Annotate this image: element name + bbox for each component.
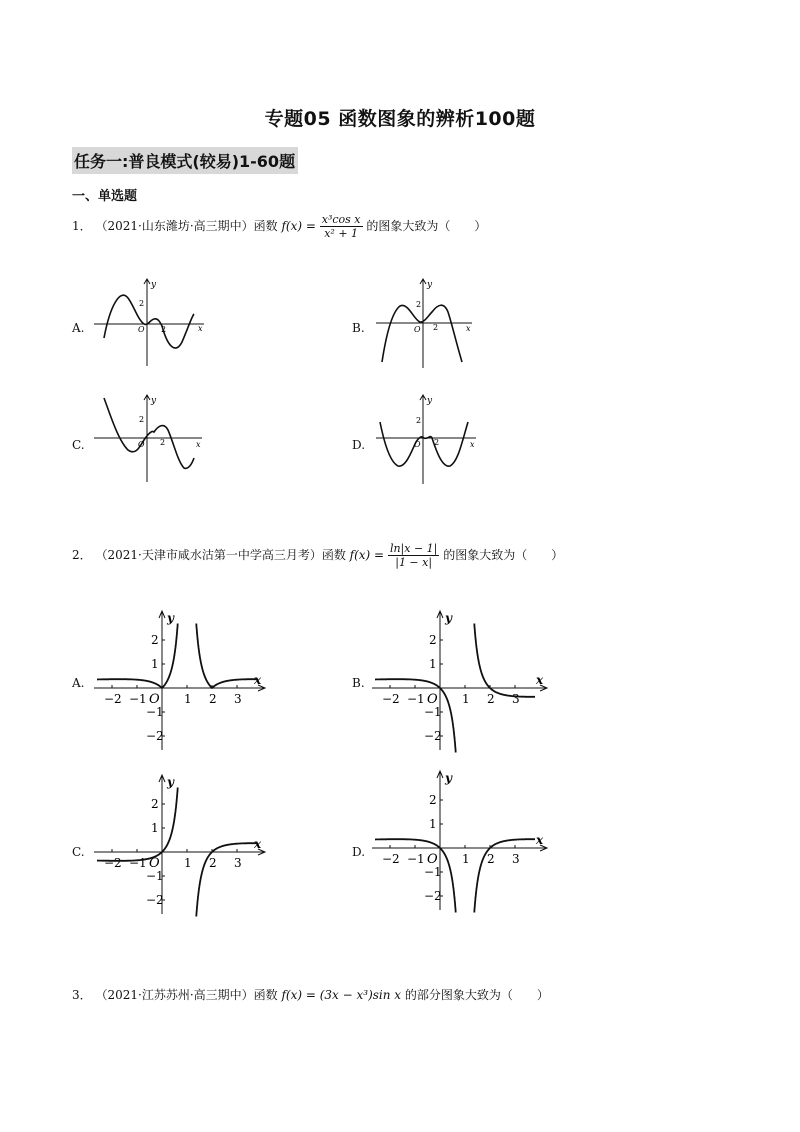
x-tick-label: −2 bbox=[104, 856, 122, 870]
y-tick-label: 2 bbox=[429, 633, 437, 647]
axis-x-label: x bbox=[470, 440, 475, 449]
formula-lhs: f(x) = bbox=[281, 219, 316, 233]
y-tick-label: 2 bbox=[151, 797, 159, 811]
formula-fraction bbox=[388, 542, 439, 569]
x-mark-label: 2 bbox=[160, 438, 166, 447]
q1-graph-d[interactable] bbox=[372, 392, 482, 486]
q2-graph-c[interactable] bbox=[90, 770, 270, 918]
x-tick-label: −2 bbox=[382, 692, 400, 706]
curve-branch bbox=[474, 839, 535, 912]
axis-y-label: y bbox=[445, 611, 452, 625]
q2-option-b-label[interactable]: B. bbox=[352, 676, 365, 690]
y-tick-label: −2 bbox=[146, 729, 164, 743]
section-title: 一、单选题 bbox=[72, 189, 138, 204]
formula-denominator: |1 − x| bbox=[395, 556, 433, 569]
y-tick-label: 1 bbox=[151, 657, 159, 671]
curve-branch bbox=[97, 624, 178, 689]
axis-x-label: x bbox=[254, 837, 262, 851]
task-header: 任务一:普良模式(较易)1-60题 bbox=[72, 147, 298, 174]
y-tick-label: 1 bbox=[429, 657, 437, 671]
x-tick-label: 2 bbox=[487, 852, 495, 866]
axis-y-label: y bbox=[427, 396, 433, 406]
x-tick-label: 1 bbox=[184, 856, 192, 870]
question-suffix: 的图象大致为（ ） bbox=[443, 548, 564, 562]
axis-x-label: x bbox=[536, 673, 544, 687]
y-tick-label: 1 bbox=[151, 821, 159, 835]
x-tick-label: 3 bbox=[512, 692, 520, 706]
question-source: （2021·天津市咸水沽第一中学高三月考）函数 bbox=[95, 548, 346, 562]
question-number: 3． bbox=[72, 988, 92, 1002]
question-2 bbox=[72, 542, 563, 569]
y-tick-label: 2 bbox=[416, 300, 422, 309]
formula: f(x) = (3x − x³)sin x bbox=[281, 988, 402, 1002]
axis-x-label: x bbox=[198, 324, 203, 333]
question-number: 2． bbox=[72, 548, 92, 562]
axis-x-label: x bbox=[254, 673, 262, 687]
document-title: 专题05 函数图象的辨析100题 bbox=[264, 108, 536, 130]
x-tick-label: 2 bbox=[209, 856, 217, 870]
x-tick-label: 1 bbox=[184, 692, 192, 706]
x-tick-label: −1 bbox=[129, 692, 147, 706]
origin-label: O bbox=[149, 692, 160, 707]
origin-label: O bbox=[414, 440, 421, 449]
axis-x-label: x bbox=[196, 440, 201, 449]
q1-graph-a[interactable] bbox=[92, 276, 210, 368]
q1-option-d-label[interactable]: D. bbox=[352, 438, 366, 452]
formula-lhs: f(x) = bbox=[349, 548, 385, 562]
axis-y-label: y bbox=[427, 280, 433, 290]
y-tick-label: 2 bbox=[429, 793, 437, 807]
y-tick-label: 2 bbox=[151, 633, 159, 647]
y-tick-label: −1 bbox=[146, 705, 164, 719]
x-tick-label: 3 bbox=[234, 856, 242, 870]
formula-numerator: ln|x − 1| bbox=[389, 542, 438, 555]
x-tick-label: −2 bbox=[382, 852, 400, 866]
formula-numerator: x³cos x bbox=[321, 213, 361, 226]
y-tick-label: 2 bbox=[139, 415, 145, 424]
y-tick-label: 2 bbox=[416, 416, 422, 425]
axis-y-label: y bbox=[151, 280, 157, 290]
x-tick-label: 1 bbox=[462, 692, 470, 706]
curve-branch bbox=[196, 624, 257, 689]
y-tick-label: −2 bbox=[146, 893, 164, 907]
axis-y-label: y bbox=[167, 611, 174, 625]
question-3 bbox=[72, 986, 549, 1003]
axis-y-label: y bbox=[445, 771, 452, 785]
question-suffix: 的图象大致为（ ） bbox=[366, 219, 487, 233]
x-tick-label: 1 bbox=[462, 852, 470, 866]
q2-option-d-label[interactable]: D. bbox=[352, 845, 366, 859]
curve-branch bbox=[474, 624, 535, 697]
formula-denominator: x² + 1 bbox=[324, 227, 359, 240]
y-tick-label: −1 bbox=[424, 705, 442, 719]
question-number: 1． bbox=[72, 219, 92, 233]
y-tick-label: −2 bbox=[424, 889, 442, 903]
origin-label: O bbox=[138, 440, 145, 449]
y-tick-label: −1 bbox=[146, 869, 164, 883]
y-tick-label: 2 bbox=[139, 299, 145, 308]
question-source: （2021·山东潍坊·高三期中）函数 bbox=[95, 219, 278, 233]
y-tick-label: −2 bbox=[424, 729, 442, 743]
x-tick-label: −1 bbox=[407, 692, 425, 706]
q2-graph-a[interactable] bbox=[90, 606, 270, 756]
y-tick-label: 1 bbox=[429, 817, 437, 831]
q1-option-b-label[interactable]: B. bbox=[352, 321, 365, 335]
curve-branch bbox=[375, 839, 456, 912]
origin-label: O bbox=[138, 325, 145, 334]
axis-x-label: x bbox=[536, 833, 544, 847]
x-mark-label: 2 bbox=[161, 325, 167, 334]
x-mark-label: 2 bbox=[433, 323, 439, 332]
y-tick-label: −1 bbox=[424, 865, 442, 879]
x-tick-label: −1 bbox=[407, 852, 425, 866]
curve-branch bbox=[375, 679, 456, 752]
question-1 bbox=[72, 213, 486, 240]
axis-y-label: y bbox=[151, 396, 157, 406]
q1-graph-b[interactable] bbox=[372, 276, 482, 372]
origin-label: O bbox=[149, 856, 160, 871]
x-tick-label: 3 bbox=[512, 852, 520, 866]
x-tick-label: 2 bbox=[487, 692, 495, 706]
q1-option-c-label[interactable]: C. bbox=[72, 438, 85, 452]
x-tick-label: −2 bbox=[104, 692, 122, 706]
x-tick-label: 2 bbox=[209, 692, 217, 706]
formula-fraction bbox=[320, 213, 363, 240]
origin-label: O bbox=[414, 325, 421, 334]
question-source: （2021·江苏苏州·高三期中）函数 bbox=[95, 988, 278, 1002]
q2-option-c-label[interactable]: C. bbox=[72, 845, 85, 859]
origin-label: O bbox=[427, 852, 438, 867]
curve-branch bbox=[196, 843, 257, 916]
x-mark-label: 2 bbox=[434, 438, 440, 447]
q2-graph-d[interactable] bbox=[368, 766, 552, 918]
axis-x-label: x bbox=[466, 324, 471, 333]
origin-label: O bbox=[427, 692, 438, 707]
q1-graph-c[interactable] bbox=[92, 392, 208, 484]
x-tick-label: 3 bbox=[234, 692, 242, 706]
q2-graph-b[interactable] bbox=[368, 606, 552, 756]
axis-y-label: y bbox=[167, 775, 174, 789]
x-tick-label: −1 bbox=[129, 856, 147, 870]
q1-option-a-label[interactable]: A. bbox=[72, 321, 85, 335]
q2-option-a-label[interactable]: A. bbox=[72, 676, 85, 690]
question-suffix: 的部分图象大致为（ ） bbox=[404, 988, 549, 1002]
